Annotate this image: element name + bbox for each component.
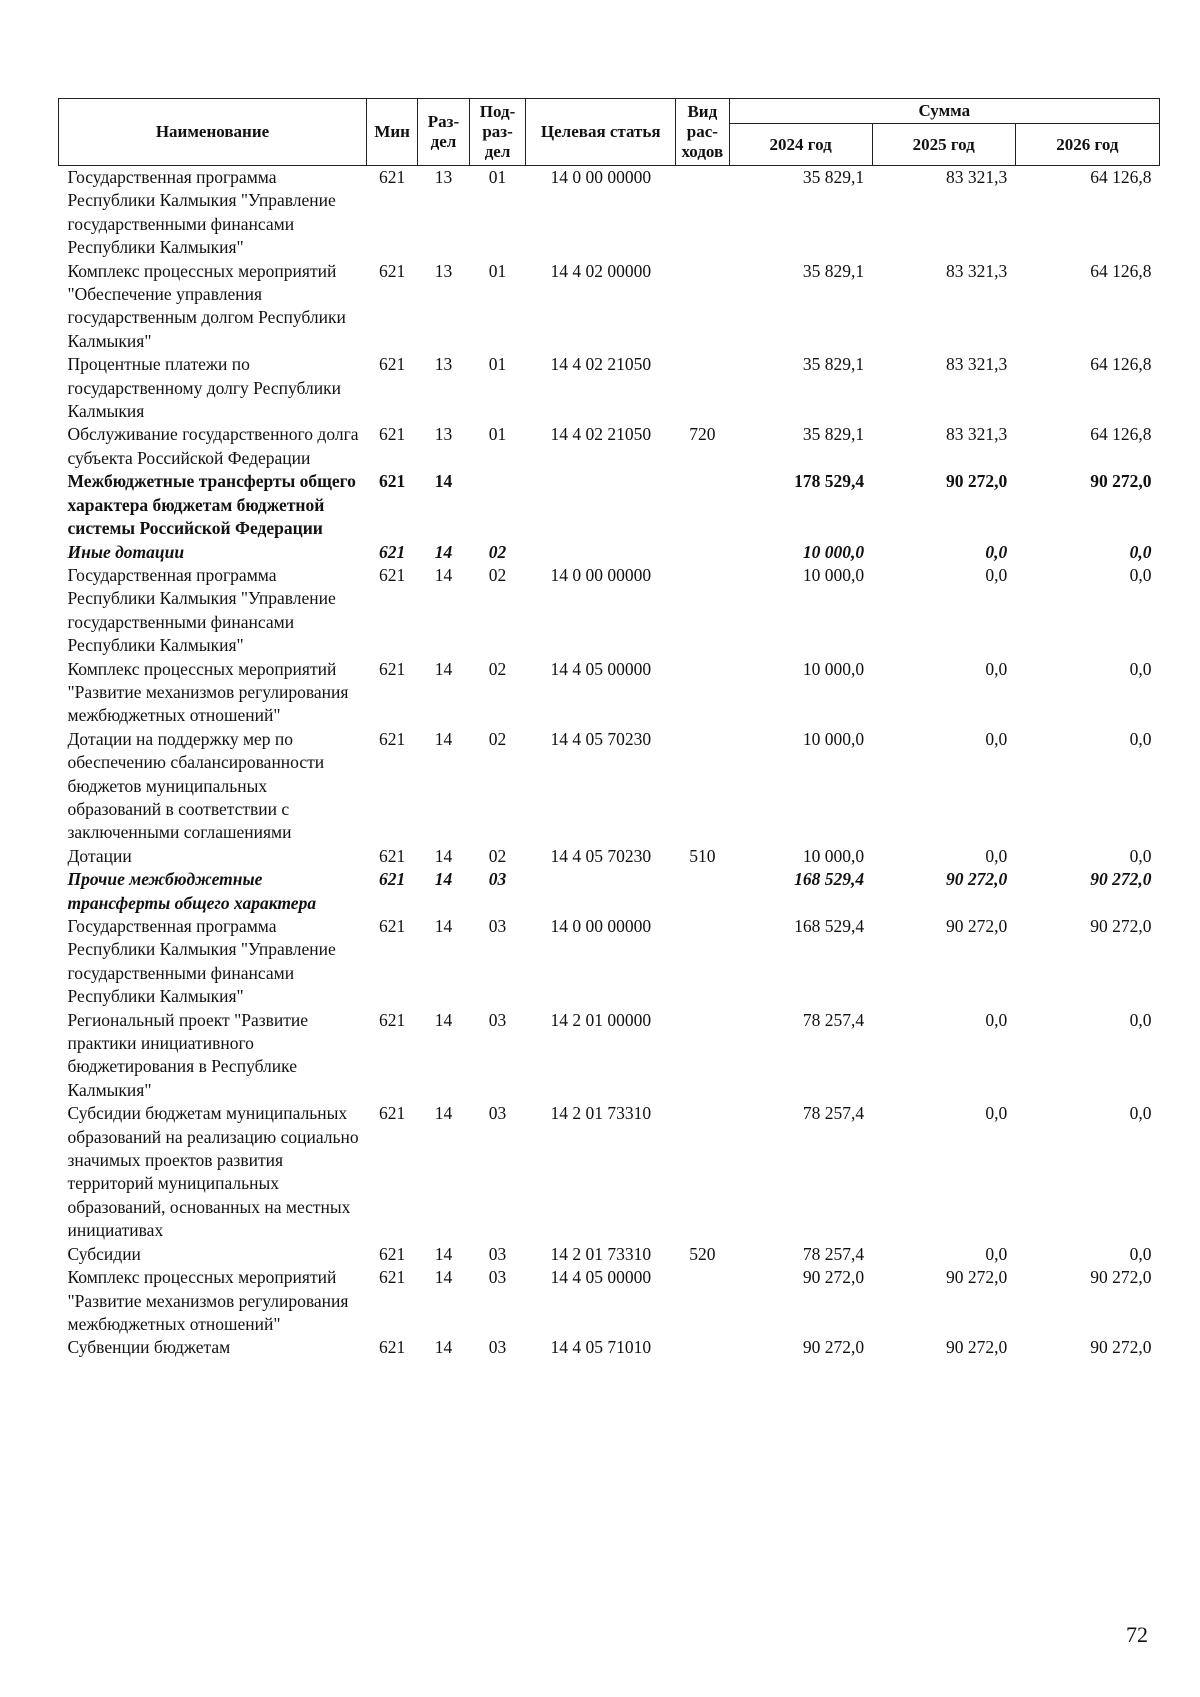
cell-2025: 0,0	[985, 728, 1008, 749]
cell-2024: 35 829,1	[802, 260, 865, 281]
cell-2025: 83 321,3	[945, 424, 1008, 445]
cell-target: 14 4 05 00000	[550, 1267, 652, 1288]
cell-razdel: 14	[434, 658, 453, 679]
cell-podrazdel: 02	[488, 564, 507, 585]
cell-vid	[676, 260, 730, 354]
cell-vid	[676, 1266, 730, 1336]
cell-min: 621	[379, 869, 406, 890]
cell-2025: 0,0	[985, 1009, 1008, 1030]
table-row	[59, 868, 1160, 915]
cell-vid	[676, 1102, 730, 1242]
cell-min: 621	[379, 471, 406, 492]
cell-2026: 0,0	[1129, 541, 1152, 562]
cell-2024: 90 272,0	[802, 1337, 865, 1358]
cell-razdel: 13	[434, 354, 453, 375]
cell-podrazdel: 01	[488, 424, 507, 445]
cell-min: 621	[379, 1267, 406, 1288]
cell-2026: 64 126,8	[1090, 354, 1152, 375]
cell-2024: 168 529,4	[794, 916, 865, 936]
cell-2025: 90 272,0	[945, 1337, 1008, 1358]
table-row	[59, 845, 1160, 868]
cell-razdel: 14	[434, 471, 453, 492]
cell-min: 621	[379, 658, 406, 679]
cell-2024: 10 000,0	[802, 658, 865, 679]
cell-razdel: 13	[434, 424, 453, 445]
cell-2026: 64 126,8	[1090, 260, 1152, 281]
cell-podrazdel: 03	[488, 1337, 507, 1358]
cell-vid	[676, 166, 730, 260]
cell-min: 621	[379, 1103, 406, 1124]
table-row	[59, 1243, 1160, 1266]
table-row	[59, 260, 1160, 354]
table-row	[59, 1266, 1160, 1336]
cell-podrazdel: 02	[488, 541, 507, 562]
cell-target: 14 0 00 00000	[550, 564, 652, 585]
cell-2025: 90 272,0	[945, 471, 1008, 492]
cell-2026: 90 272,0	[1090, 916, 1152, 936]
cell-vid	[676, 658, 730, 728]
header-min: Мин	[367, 99, 418, 166]
cell-2024: 10 000,0	[802, 541, 865, 562]
table-row	[59, 166, 1160, 260]
cell-2026: 0,0	[1129, 658, 1152, 679]
cell-vid	[676, 1009, 730, 1103]
cell-min: 621	[379, 541, 406, 562]
cell-2026: 90 272,0	[1090, 471, 1152, 492]
cell-razdel: 14	[434, 1103, 453, 1124]
cell-podrazdel: 01	[488, 260, 507, 281]
cell-podrazdel: 02	[488, 845, 507, 866]
cell-target: 14 4 02 21050	[550, 354, 652, 375]
cell-vid: 720	[689, 424, 716, 445]
table-row	[59, 1102, 1160, 1242]
cell-name: Субсидии	[67, 1243, 141, 1264]
cell-2024: 78 257,4	[802, 1243, 865, 1264]
table-row	[59, 1336, 1160, 1359]
cell-2024: 90 272,0	[802, 1267, 865, 1288]
cell-name: Государственная программа Республики Калмыкия "Управление государственными финансами Республики Калмыкия"	[67, 167, 336, 258]
table-row	[59, 541, 1160, 564]
cell-2026: 64 126,8	[1090, 167, 1152, 187]
cell-name: Иные дотации	[67, 541, 185, 562]
page-number: 72	[1126, 1622, 1148, 1647]
cell-target: 14 0 00 00000	[550, 167, 652, 187]
header-name: Наименование	[59, 99, 367, 166]
cell-target: 14 2 01 73310	[550, 1243, 652, 1264]
cell-razdel: 14	[434, 541, 453, 562]
cell-target	[526, 868, 676, 915]
table-row	[59, 353, 1160, 423]
table-row	[59, 423, 1160, 470]
cell-podrazdel: 03	[488, 1243, 507, 1264]
cell-name: Дотации на поддержку мер по обеспечению сбалансированности бюджетов муниципальных образований в соответствии с заключенными соглашениями	[67, 728, 325, 843]
cell-min: 621	[379, 728, 406, 749]
cell-2024: 168 529,4	[794, 869, 865, 890]
header-sum: Сумма	[729, 99, 1159, 124]
header-target: Целевая статья	[526, 99, 676, 166]
cell-target: 14 0 00 00000	[550, 916, 652, 936]
budget-page	[58, 98, 1160, 1360]
cell-2025: 0,0	[985, 658, 1008, 679]
cell-razdel: 13	[434, 260, 453, 281]
cell-2024: 78 257,4	[802, 1103, 865, 1124]
cell-razdel: 14	[434, 845, 453, 866]
cell-vid: 520	[689, 1243, 716, 1264]
cell-min: 621	[379, 1337, 406, 1358]
table-row	[59, 470, 1160, 540]
header-vid: Вид рас-ходов	[676, 99, 730, 166]
cell-name: Прочие межбюджетные трансферты общего характера	[67, 869, 317, 913]
cell-podrazdel: 03	[488, 1267, 507, 1288]
cell-target: 14 2 01 73310	[550, 1103, 652, 1124]
cell-2025: 0,0	[985, 541, 1008, 562]
cell-target: 14 4 05 70230	[550, 845, 652, 866]
cell-name: Процентные платежи по государственному долгу Республики Калмыкия	[67, 354, 341, 422]
cell-target: 14 4 05 70230	[550, 728, 652, 749]
header-podrazdel: Под-раз-дел	[469, 99, 526, 166]
cell-min: 621	[379, 167, 406, 187]
header-year-2026: 2026 год	[1015, 124, 1159, 166]
cell-name: Региональный проект "Развитие практики инициативного бюджетирования в Республике Калмыкия"	[67, 1009, 309, 1100]
cell-podrazdel: 03	[488, 1009, 507, 1030]
cell-2025: 83 321,3	[945, 354, 1008, 375]
table-row	[59, 564, 1160, 658]
cell-razdel: 13	[434, 167, 453, 187]
cell-min: 621	[379, 1243, 406, 1264]
cell-razdel: 14	[434, 564, 453, 585]
cell-min: 621	[379, 424, 406, 445]
cell-2024: 78 257,4	[802, 1009, 865, 1030]
cell-2024: 178 529,4	[794, 471, 865, 492]
cell-razdel: 14	[434, 1009, 453, 1030]
cell-2024: 35 829,1	[802, 167, 865, 187]
table-header	[59, 99, 1160, 166]
cell-2024: 35 829,1	[802, 354, 865, 375]
cell-2025: 90 272,0	[945, 869, 1008, 890]
cell-2024: 35 829,1	[802, 424, 865, 445]
cell-vid	[676, 728, 730, 845]
cell-2025: 83 321,3	[945, 260, 1008, 281]
cell-2026: 0,0	[1129, 845, 1152, 866]
header-year-2025: 2025 год	[872, 124, 1015, 166]
cell-2026: 0,0	[1129, 728, 1152, 749]
cell-name: Субвенции бюджетам	[67, 1337, 231, 1358]
cell-vid	[676, 541, 730, 564]
cell-name: Государственная программа Республики Калмыкия "Управление государственными финансами Республики Калмыкия"	[67, 916, 336, 1007]
cell-target: 14 4 02 21050	[550, 424, 652, 445]
cell-razdel: 14	[434, 869, 453, 890]
cell-2025: 83 321,3	[945, 167, 1008, 187]
cell-target	[526, 470, 676, 540]
cell-2024: 10 000,0	[802, 564, 865, 585]
cell-podrazdel: 02	[488, 658, 507, 679]
cell-target: 14 4 05 71010	[550, 1337, 652, 1358]
cell-podrazdel: 01	[488, 354, 507, 375]
cell-podrazdel: 03	[488, 1103, 507, 1124]
cell-podrazdel: 03	[488, 869, 507, 890]
cell-podrazdel: 03	[488, 916, 507, 936]
cell-min: 621	[379, 916, 406, 936]
cell-target	[526, 541, 676, 564]
table-row	[59, 1009, 1160, 1103]
cell-razdel: 14	[434, 916, 453, 936]
header-razdel: Раз-дел	[418, 99, 469, 166]
cell-2026: 90 272,0	[1090, 869, 1152, 890]
cell-podrazdel: 02	[488, 728, 507, 749]
cell-name: Обслуживание государственного долга субъекта Российской Федерации	[67, 424, 359, 468]
budget-table	[58, 98, 1160, 1360]
cell-razdel: 14	[434, 1267, 453, 1288]
cell-2026: 90 272,0	[1090, 1267, 1152, 1288]
cell-vid: 510	[689, 845, 716, 866]
cell-vid	[676, 868, 730, 915]
cell-target: 14 4 05 00000	[550, 658, 652, 679]
cell-2025: 90 272,0	[945, 1267, 1008, 1288]
cell-podrazdel: 01	[488, 167, 507, 187]
cell-2026: 0,0	[1129, 1243, 1152, 1264]
cell-2025: 0,0	[985, 1243, 1008, 1264]
cell-vid	[676, 470, 730, 540]
cell-target: 14 2 01 00000	[550, 1009, 652, 1030]
cell-2025: 0,0	[985, 845, 1008, 866]
cell-razdel: 14	[434, 1337, 453, 1358]
cell-name: Комплекс процессных мероприятий "Обеспечение управления государственным долгом Республики Калмыкия"	[67, 260, 346, 351]
cell-2024: 10 000,0	[802, 845, 865, 866]
cell-podrazdel	[469, 470, 526, 540]
cell-vid	[676, 915, 730, 1009]
cell-2024: 10 000,0	[802, 728, 865, 749]
cell-2026: 90 272,0	[1090, 1337, 1152, 1358]
table-row	[59, 915, 1160, 1009]
cell-min: 621	[379, 354, 406, 375]
cell-vid	[676, 353, 730, 423]
cell-2026: 0,0	[1129, 1103, 1152, 1124]
table-row	[59, 658, 1160, 728]
cell-name: Субсидии бюджетам муниципальных образований на реализацию социально значимых проектов развития территорий муниципальных образований, основанных на местных инициативах	[67, 1103, 359, 1241]
cell-vid	[676, 1336, 730, 1359]
cell-razdel: 14	[434, 728, 453, 749]
cell-min: 621	[379, 260, 406, 281]
header-year-2024: 2024 год	[729, 124, 872, 166]
cell-2025: 0,0	[985, 564, 1008, 585]
cell-name: Межбюджетные трансферты общего характера бюджетам бюджетной системы Российской Федерации	[67, 471, 356, 539]
cell-razdel: 14	[434, 1243, 453, 1264]
cell-min: 621	[379, 845, 406, 866]
cell-2026: 0,0	[1129, 1009, 1152, 1030]
cell-vid	[676, 564, 730, 658]
table-body	[59, 166, 1160, 1360]
cell-name: Дотации	[67, 845, 132, 866]
cell-name: Комплекс процессных мероприятий "Развитие механизмов регулирования межбюджетных отношений"	[67, 1267, 349, 1334]
table-row	[59, 728, 1160, 845]
cell-2025: 0,0	[985, 1103, 1008, 1124]
cell-min: 621	[379, 564, 406, 585]
cell-name: Комплекс процессных мероприятий "Развитие механизмов регулирования межбюджетных отношений"	[67, 658, 349, 726]
cell-target: 14 4 02 00000	[550, 260, 652, 281]
cell-2026: 64 126,8	[1090, 424, 1152, 445]
cell-min: 621	[379, 1009, 406, 1030]
cell-name: Государственная программа Республики Калмыкия "Управление государственными финансами Республики Калмыкия"	[67, 564, 336, 656]
cell-2025: 90 272,0	[945, 916, 1008, 936]
cell-2026: 0,0	[1129, 564, 1152, 585]
